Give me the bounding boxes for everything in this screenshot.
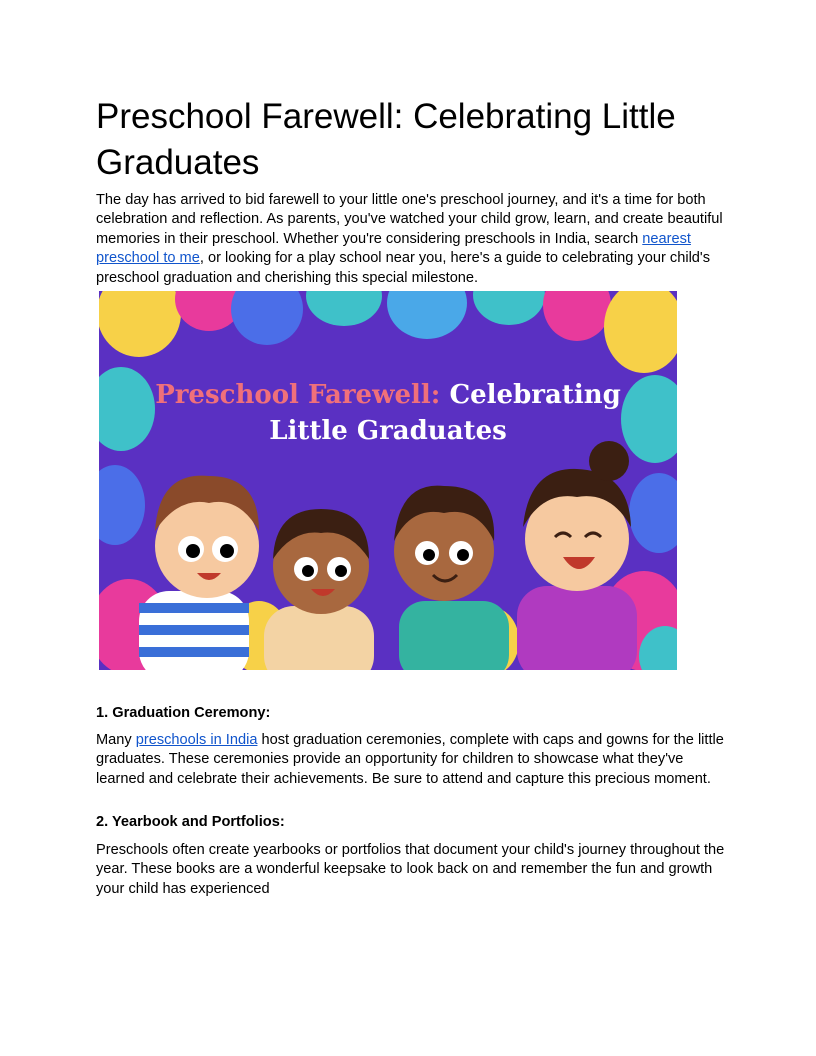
intro-text-2: , or looking for a play school near you, here's a guide to celebrating your child's preschool graduation and cherishing this special milestone. — [96, 250, 711, 286]
section-heading-yearbook: 2. Yearbook and Portfolios: — [96, 814, 285, 830]
intro-text-1: The day has arrived to bid farewell to your little one's preschool journey, and it's a time for both celebration and reflection. As parents, you've watched your child grow, learn, and create beautiful memories in their preschool. Whether you're considering preschools in India, search — [96, 192, 723, 247]
child-illustration — [264, 509, 374, 670]
section-heading-graduation-ceremony: 1. Graduation Ceremony: — [96, 705, 271, 721]
page-title: Preschool Farewell: Celebrating Little Graduates — [96, 97, 676, 182]
banner-title-line-2: Little Graduates — [269, 416, 507, 446]
preschools-in-india-link[interactable]: preschools in India — [135, 732, 258, 748]
graduation-ceremony-paragraph — [96, 731, 736, 789]
graduation-text-1: Many — [96, 732, 136, 748]
intro-paragraph — [96, 191, 736, 288]
banner-image — [99, 291, 677, 670]
graduation-text-2: host graduation ceremonies, complete with caps and gowns for the little graduates. These ceremonies provide an opportunity for children to showcase what they've learned and celebrate their achievements. Be sure to attend and capture this precious moment. — [96, 732, 724, 787]
nearest-preschool-link[interactable]: nearest preschool to me — [96, 230, 691, 267]
yearbook-paragraph: Preschools often create yearbooks or portfolios that document your child's journey throughout the year. These books are a wonderful keepsake to look back on and remember the fun and growth your child has experienced — [96, 842, 725, 897]
banner-title-line-1: Preschool Farewell: Celebrating — [155, 380, 621, 410]
